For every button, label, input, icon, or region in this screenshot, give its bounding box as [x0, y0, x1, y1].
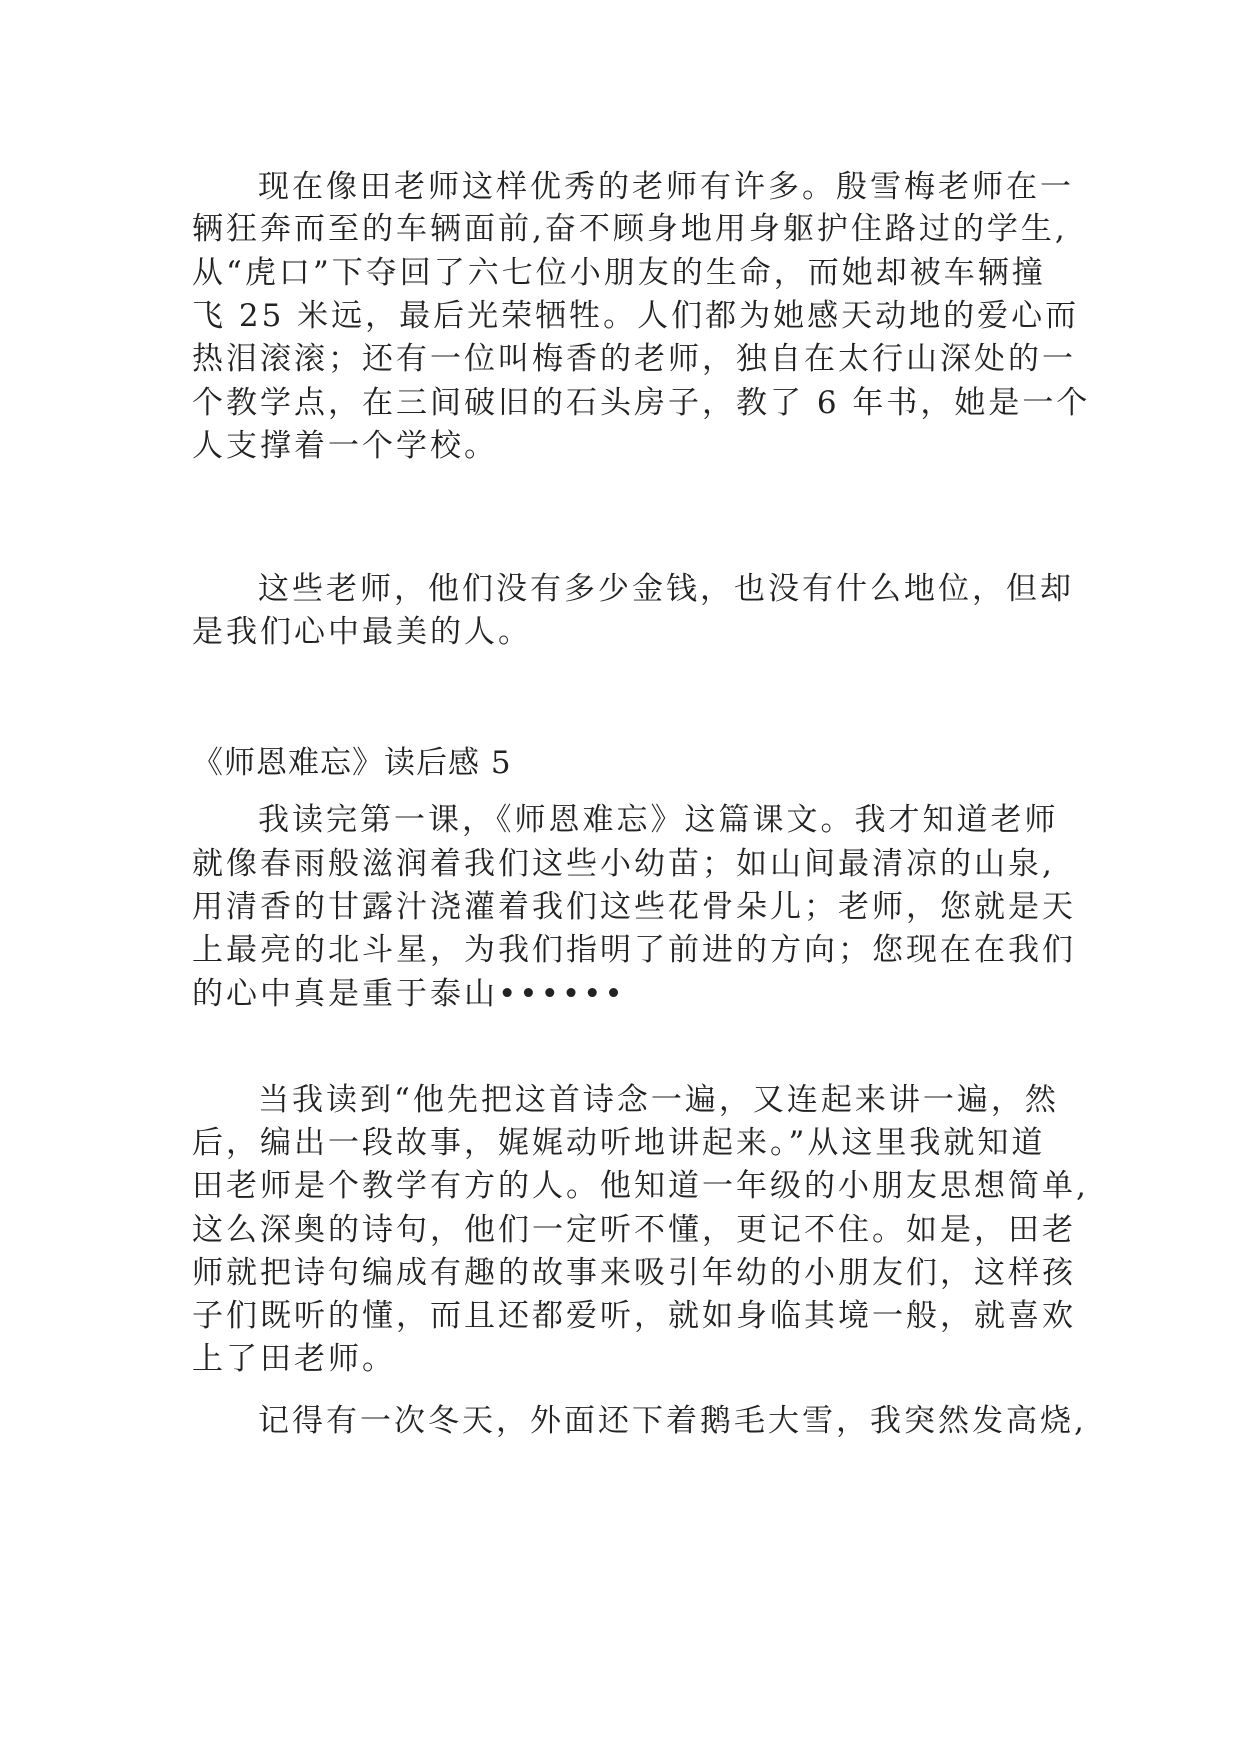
paragraph-3-line-3: 用清香的甘露汁浇灌着我们这些花骨朵儿；老师，您就是天 — [192, 889, 1076, 925]
section-title: 《师恩难忘》读后感 5 — [192, 745, 512, 781]
paragraph-1-line-1: 现在像田老师这样优秀的老师有许多。殷雪梅老师在一 — [258, 169, 1074, 205]
paragraph-4-line-7: 上了田老师。 — [192, 1341, 396, 1377]
paragraph-1-line-3: 从“虎口”下夺回了六七位小朋友的生命，而她却被车辆撞 — [192, 255, 1046, 291]
paragraph-3-line-2: 就像春雨般滋润着我们这些小幼苗；如山间最清凉的山泉, — [192, 846, 1055, 882]
paragraph-2-line-1: 这些老师，他们没有多少金钱，也没有什么地位，但却 — [258, 571, 1074, 607]
paragraph-1-line-2: 辆狂奔而至的车辆面前,奋不顾身地用身躯护住路过的学生, — [192, 211, 1068, 247]
paragraph-1-line-5: 热泪滚滚；还有一位叫梅香的老师，独自在太行山深处的一 — [192, 341, 1076, 377]
paragraph-1-line-7: 人支撑着一个学校。 — [192, 428, 498, 464]
paragraph-1-line-6: 个教学点，在三间破旧的石头房子，教了 6 年书，她是一个 — [192, 385, 1091, 421]
paragraph-3-line-1: 我读完第一课，《师恩难忘》这篇课文。我才知道老师 — [258, 802, 1059, 838]
paragraph-4-line-4: 这么深奥的诗句，他们一定听不懂，更记不住。如是，田老 — [192, 1212, 1076, 1248]
paragraph-1-line-4: 飞 25 米远，最后光荣牺牲。人们都为她感天动地的爱心而 — [192, 298, 1080, 334]
paragraph-3-line-4: 上最亮的北斗星，为我们指明了前进的方向；您现在在我们 — [192, 932, 1076, 968]
paragraph-4-line-3: 田老师是个教学有方的人。他知道一年级的小朋友思想简单, — [192, 1168, 1089, 1204]
paragraph-4-line-6: 子们既听的懂，而且还都爱听，就如身临其境一般，就喜欢 — [192, 1298, 1076, 1334]
paragraph-3-line-5: 的心中真是重于泰山•••••• — [192, 976, 626, 1012]
paragraph-4-line-1: 当我读到“他先把这首诗念一遍，又连起来讲一遍，然 — [258, 1082, 1059, 1118]
paragraph-5-line-1: 记得有一次冬天，外面还下着鹅毛大雪，我突然发高烧, — [258, 1403, 1087, 1439]
paragraph-2-line-2: 是我们心中最美的人。 — [192, 614, 532, 650]
paragraph-4-line-2: 后，编出一段故事，娓娓动听地讲起来。”从这里我就知道 — [192, 1125, 1046, 1161]
paragraph-4-line-5: 师就把诗句编成有趣的故事来吸引年幼的小朋友们，这样孩 — [192, 1255, 1076, 1291]
